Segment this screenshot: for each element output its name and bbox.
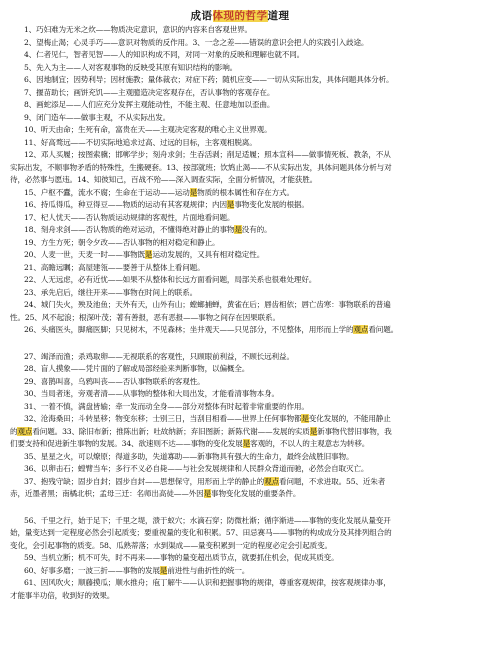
line-text: 56、千里之行，始于足下；千里之堤，溃于蚁穴；水滴石穿；防微杜渐；循序渐进——事物的变化发展从量变开: [24, 515, 391, 525]
text-line: [0, 262, 480, 275]
highlight-term: 是: [203, 489, 211, 498]
line-text: 前进性与曲折性的统一。: [167, 565, 250, 575]
line-text: 23、承先启后，继往开来——事物在时间上的联系。: [24, 287, 198, 297]
line-text: 26、头痛医头，脚痛医脚；只见树木，不见森林；坐井观天——只见部分，不见整体，用形而上学的: [24, 325, 354, 334]
text-line: [0, 363, 480, 376]
text-line: [0, 324, 480, 337]
line-text: 没有的。: [241, 225, 272, 234]
title-suffix: 道理: [267, 10, 290, 22]
line-text: 看问题，不求进取。55、近朱者: [279, 476, 386, 486]
text-body: [0, 24, 480, 602]
line-text: 22、人无远虑，必有近忧——如果不从整体和长远方面看问题，局部关系也很难处理好。: [24, 275, 317, 284]
highlight-term: 是: [301, 414, 309, 423]
line-text: 5、先入为主——人对客观事物的反映受其原有知识结构的影响。: [24, 62, 238, 72]
line-text: 看问题。33、除旧布新；推陈出新；吐故纳新；弃旧图新；新陈代谢——发展的实质: [32, 426, 310, 436]
text-line: [0, 99, 480, 112]
line-text: 运动发展的，又具有相对稳定性。: [152, 250, 265, 259]
highlight-term: 是: [234, 225, 242, 234]
text-line: [0, 199, 480, 212]
text-line: [0, 162, 480, 175]
text-line: [0, 488, 480, 501]
line-text: 31、一着不慎，满盘皆输；牵一发而动全身——部分对整体有时起着非常重要的作用。: [24, 401, 309, 411]
line-text: 10、听天由命；生死有命，富贵在天——主观决定客观的唯心主义世界观。: [24, 125, 272, 134]
line-text: 6、因地制宜；因势利导；因材施教；量体裁衣；对症下药；随机应变——一切从实际出发，具体问题具体分析。: [24, 75, 394, 84]
text-line: [0, 249, 480, 262]
line-text: 变化，会引起事物的质变。58、瓜熟蒂落；水到渠成——量变积累到一定的程度必定会引起质变。: [10, 540, 332, 550]
line-text: 才能事半功倍，收到好的效果。: [10, 590, 115, 600]
line-text: 61、因风吹火；顺藤摸瓜；顺水推舟；庖丁解牛——认识和把握事物的规律，尊重客观规律，按客观规律办事，: [24, 578, 391, 587]
line-text: 16、持瓜得瓜，种豆得豆——物质的运动有其客观规律；内因: [24, 200, 227, 209]
line-text: 新事物代替旧事物，我: [317, 426, 392, 436]
line-text: 15、户枢不蠹，流水不腐；生命在于运动——运动: [24, 187, 190, 197]
page-title: [0, 8, 480, 23]
highlight-term: 观点: [353, 325, 369, 334]
line-text: 的: [10, 426, 18, 436]
text-line: [0, 24, 480, 37]
line-text: 事物变化发展的重要条件。: [211, 489, 301, 498]
line-text: 赤，近墨者黑；南橘北枳；孟母三迁：名师出高徒——外因: [10, 489, 204, 498]
line-text: 20、人麦一世，天麦一时——事物既: [24, 250, 146, 259]
text-line: [0, 501, 480, 515]
line-text: 32、沧海桑田；斗转星移；物变东移；士别三日，当刮目相看——世界上任何事物都: [24, 414, 302, 423]
line-text: 7、揠苗助长；画饼充饥——主观臆造决定客观存在，否认事物的客观存在。: [24, 87, 275, 97]
line-text: 28、盲人摸象——凭片面的了解或局部经验来判断事物，以偏概全。: [24, 364, 250, 373]
text-line: [0, 337, 480, 351]
line-text: 9、闭门造车——做事主观，不从实际出发。: [24, 112, 171, 122]
text-line: [0, 463, 480, 476]
line-text: 看问题。: [368, 325, 399, 334]
line-text: 36、以卵击石；螳臂当车；多行不义必自毙——与社会发展规律和人民群众背道而驰，必然会自取灭亡。: [24, 464, 369, 473]
highlight-term: 是: [145, 250, 153, 259]
line-text: 30、当局者迷，旁观者清——从事物的整体和大局出发，才能看清事物本身。: [24, 389, 280, 398]
text-line: [0, 590, 480, 603]
text-line: [0, 577, 480, 590]
highlight-term: 是: [226, 200, 235, 209]
text-line: [0, 351, 480, 364]
line-text: 们要支持和促进新生事物的发展。34、欲速则不达——事物的变化发展: [10, 439, 243, 448]
text-line: [0, 124, 480, 137]
line-text: 18、刻舟求剑——否认物质的绝对运动，不懂得绝对静止的事物: [24, 225, 235, 234]
text-line: [0, 299, 480, 312]
line-text: 4、仁者见仁，智者见智——人的知识构成不同，对同一对象的反映和理解也就不同。: [24, 50, 305, 59]
line-text: 性。25、风不起浪；根深叶茂；著有善报，恶有恶报——事物之间存在因果联系。: [10, 312, 280, 322]
text-line: [0, 49, 480, 62]
line-text: 24、城门失火，殃及池鱼；天外有天，山外有山；螳螂捕蝉，黄雀在后；唇齿相依；唇亡齿寒：事物联系的普遍: [24, 300, 391, 309]
line-text: 事物变化发展的根据。: [234, 200, 309, 209]
title-highlight: 体现的哲学: [212, 10, 268, 22]
line-text: 实际出发，不顺事物矛盾的特殊性，生搬硬套。13、按部就班；饮鸩止渴——不从实际出发，具体问题具体分析与对: [10, 162, 392, 172]
highlight-term: 是: [159, 565, 168, 575]
line-text: 变化发展的，不能用静止: [308, 414, 391, 423]
text-line: [0, 62, 480, 75]
text-line: [0, 565, 480, 578]
highlight-term: 是: [189, 187, 198, 197]
text-line: [0, 174, 480, 187]
text-line: [0, 540, 480, 553]
text-line: [0, 149, 480, 162]
text-line: [0, 287, 480, 300]
text-line: [0, 376, 480, 389]
line-text: 客观的，不以人的主观意志为转移。: [250, 439, 370, 448]
highlight-term: 是: [309, 426, 318, 436]
text-line: [0, 413, 480, 426]
text-line: [0, 451, 480, 464]
highlight-term: 观点: [17, 426, 33, 436]
text-line: [0, 37, 480, 50]
text-line: [0, 212, 480, 225]
text-line: [0, 552, 480, 565]
line-text: 21、高瞻远瞩；高屋建瓴——要善于从整体上看问题。: [24, 262, 205, 272]
text-line: [0, 112, 480, 125]
line-text: 29、喜鹊叫喜，乌鸦叫丧——否认事物联系的客观性。: [24, 376, 205, 386]
text-line: [0, 137, 480, 150]
text-line: [0, 388, 480, 401]
title-prefix: 成语: [190, 10, 213, 22]
line-text: 11、好高骛远——不切实际地追求过高、过远的目标，主客观相脱离。: [24, 137, 257, 147]
text-line: [0, 87, 480, 100]
line-text: 37、抱残守缺；固步自封；固步自封——思想保守，用形而上学的静止的: [24, 476, 265, 486]
line-text: 19、方生方死；朝令夕改——否认事物的相对稳定和静止。: [24, 237, 220, 247]
text-line: [0, 187, 480, 200]
text-line: [0, 237, 480, 250]
line-text: 12、邓人买履；按图索骥；邯郸学步；刻舟求剑；生吞活剥；削足适履；照本宣科——做事情死板、教条，不从: [24, 150, 391, 159]
text-line: [0, 274, 480, 287]
text-line: [0, 312, 480, 325]
line-text: 60、好事多磨；一波三折——事物的发展: [24, 565, 160, 575]
line-text: 27、竭泽而渔；杀鸡取卵——无视联系的客观性，只顾眼前利益，不顾长远利益。: [24, 351, 294, 361]
line-text: 1、巧妇难为无米之炊——物质决定意识，意识的内容来自客观世界。: [24, 25, 252, 34]
line-text: 35、星星之火，可以燎原；得道多助，失道寡助——新事物具有强大的生命力，最终会战胜旧事物。: [24, 451, 354, 461]
line-text: 59、当机立断；机不可失，时不再来——事物的量变超出质节点，就要抓住机会，促成其质变。: [24, 553, 339, 562]
text-line: [0, 426, 480, 439]
text-line: [0, 476, 480, 489]
line-text: 2、望梅止渴；心灵手巧——意识对物质的反作用。3、一念之差——错误的意识会把人的实践引入歧途。: [24, 37, 369, 47]
line-text: 物质的根本属性和存在方式。: [197, 187, 294, 197]
line-text: 始，量变达到一定程度必然会引起质变；要重视量的变化和积累。57、田忌赛马——事物的构成成分及其排列组合的: [10, 528, 392, 537]
text-line: [0, 515, 480, 528]
highlight-term: 是: [242, 439, 251, 448]
line-text: 17、杞人忧天——否认物质运动规律的客观性，片面地看问题。: [24, 212, 235, 222]
line-text: 8、画蛇添足——人们应充分发挥主观能动性，不能主观、任意地加以歪曲。: [24, 100, 275, 109]
line-text: 待，必然事与愿违。14、知彼知己，百战不殆——深入调查实际，全面分析情况，才能获胜。: [10, 175, 318, 184]
text-line: [0, 438, 480, 451]
text-line: [0, 74, 480, 87]
text-line: [0, 224, 480, 237]
highlight-term: 观点: [264, 476, 280, 486]
text-line: [0, 527, 480, 540]
text-line: [0, 401, 480, 414]
